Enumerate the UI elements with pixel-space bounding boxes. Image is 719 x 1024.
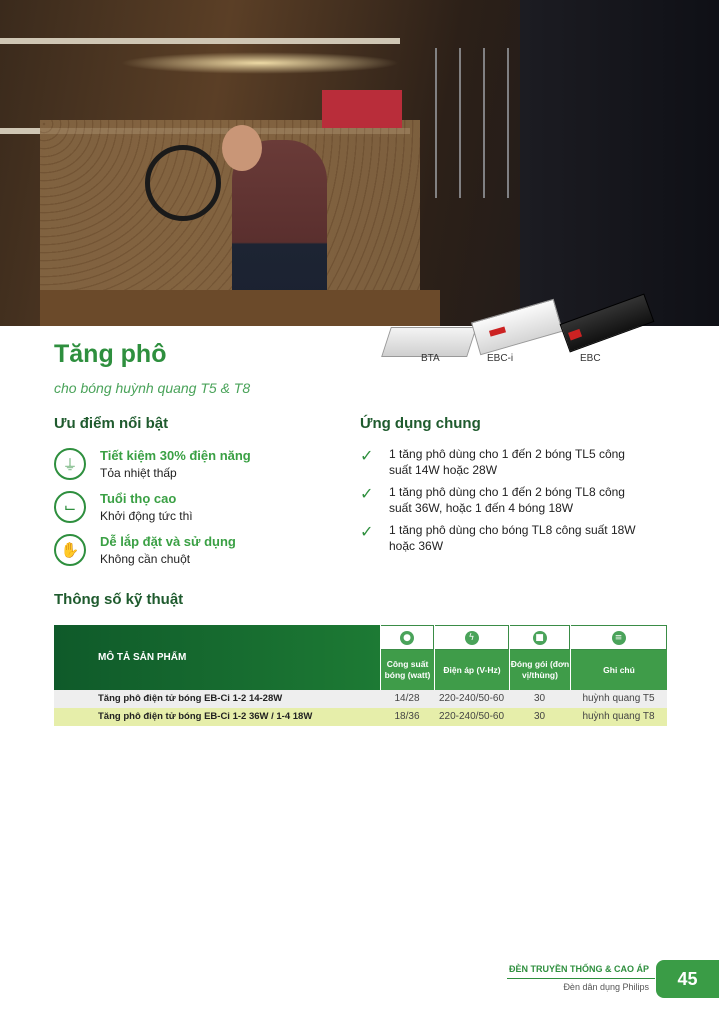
column-header-power: ● Công suất bóng (watt) — [380, 625, 434, 690]
cell-power: 14/28 — [394, 693, 420, 704]
checkmark-icon: ✓ — [360, 446, 374, 465]
column-header-voltage: ϟ Điện áp (V-Hz) — [434, 625, 509, 690]
workbench — [40, 290, 440, 326]
application-text: 1 tăng phô dùng cho bóng TL8 công suất 18W hoặc 36W — [389, 523, 636, 553]
cell-power: 18/36 — [394, 711, 420, 722]
advantage-desc: Tỏa nhiệt thấp — [100, 466, 177, 480]
footer-category: ĐÈN TRUYỀN THỐNG & CAO ÁP — [508, 964, 649, 974]
page-number: 45 — [656, 960, 719, 998]
cell-note: huỳnh quang T5 — [582, 693, 655, 704]
table-row — [54, 708, 667, 726]
advantage-item — [54, 491, 354, 531]
cell-voltage: 220-240/50-60 — [438, 711, 505, 722]
advantage-title: Dễ lắp đặt và sử dụng — [100, 534, 236, 549]
product-label: EBC — [580, 353, 601, 364]
cell-description: Tăng phô điện tử bóng EB-Ci 1-2 36W / 1-4 18W — [98, 711, 313, 722]
shelf — [0, 38, 400, 44]
install-hand-icon: ✋ — [54, 534, 86, 566]
bicycle-wheel — [145, 145, 221, 221]
advantage-desc: Không cần chuột — [100, 552, 191, 566]
applications-heading: Ứng dụng chung — [360, 415, 481, 432]
clock-icon: ⌙ — [54, 491, 86, 523]
box-icon: ■ — [533, 631, 547, 645]
column-header-packaging: ■ Đóng gói (đơn vị/thùng) — [509, 625, 570, 690]
advantage-title: Tuổi thọ cao — [100, 491, 177, 506]
hanging-tools — [425, 48, 525, 198]
column-header-description: MÔ TẢ SẢN PHẨM — [54, 625, 380, 690]
advantages-heading: Ưu điểm nổi bật — [54, 415, 169, 432]
cell-voltage: 220-240/50-60 — [438, 693, 505, 704]
specs-table — [54, 625, 667, 726]
column-header-note: ≡ Ghi chú — [570, 625, 667, 690]
checkmark-icon: ✓ — [360, 522, 374, 541]
note-icon: ≡ — [612, 631, 626, 645]
product-label: BTA — [421, 353, 440, 364]
hero-photo — [0, 0, 719, 326]
cell-packaging: 30 — [533, 711, 546, 722]
page-title: Tăng phô — [54, 340, 167, 368]
specs-heading: Thông số kỹ thuật — [54, 591, 184, 608]
red-crate — [322, 90, 402, 128]
energy-plug-icon: ⏚ — [54, 448, 86, 480]
product-label: EBC-i — [487, 353, 514, 364]
lightning-icon: ϟ — [465, 631, 479, 645]
cell-description: Tăng phô điện tử bóng EB-Ci 1-2 14-28W — [98, 693, 283, 704]
page-subtitle: cho bóng huỳnh quang T5 & T8 — [54, 380, 251, 396]
footer-divider — [507, 978, 655, 979]
advantage-title: Tiết kiệm 30% điện năng — [100, 448, 251, 463]
table-header — [54, 625, 667, 690]
footer-brand: Đèn dân dụng Philips — [563, 982, 649, 992]
advantage-desc: Khởi động tức thì — [100, 509, 193, 523]
cell-note: huỳnh quang T8 — [582, 711, 655, 722]
table-row — [54, 690, 667, 708]
shelf-light — [120, 52, 400, 74]
cell-packaging: 30 — [533, 693, 546, 704]
application-text: 1 tăng phô dùng cho 1 đến 2 bóng TL5 công suất 14W hoặc 28W — [389, 447, 625, 477]
advantage-item — [54, 448, 354, 488]
checkmark-icon: ✓ — [360, 484, 374, 503]
dark-door — [520, 0, 719, 326]
application-text: 1 tăng phô dùng cho 1 đến 2 bóng TL8 công suất 36W, hoặc 1 đến 4 bóng 18W — [389, 485, 625, 515]
bulb-icon: ● — [400, 631, 414, 645]
advantage-item — [54, 534, 354, 574]
person-head — [222, 125, 262, 171]
